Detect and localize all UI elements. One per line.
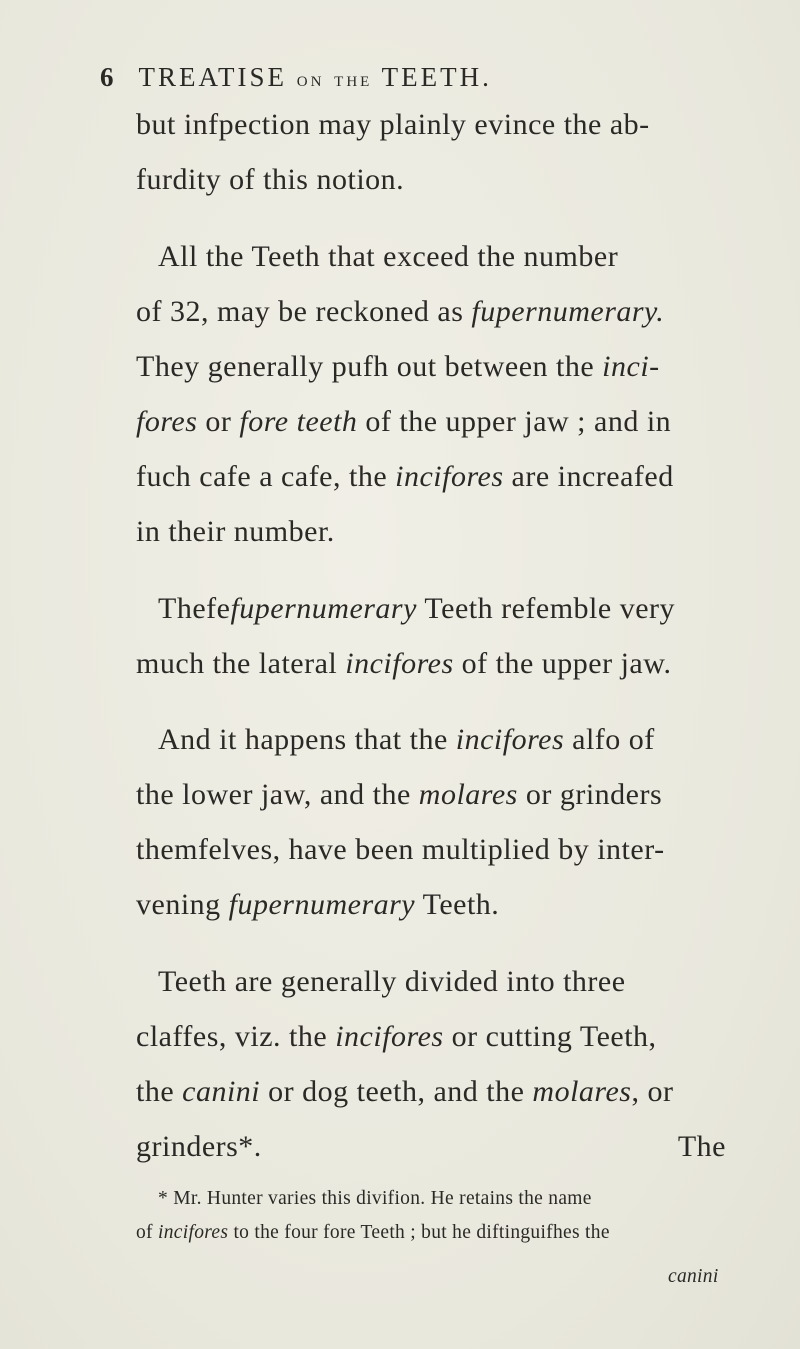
- paragraph-start-line: Thefefupernumerary Teeth refemble very: [158, 592, 676, 625]
- catchword: canini: [668, 1266, 719, 1287]
- text-line: but infpection may plainly evince the ab-: [136, 108, 650, 141]
- text-line: fores or fore teeth of the upper jaw ; and in: [136, 405, 672, 438]
- text-line: of 32, may be reckoned as fupernumerary.: [136, 295, 665, 328]
- text-line: vening fupernumerary Teeth.: [136, 888, 500, 921]
- header-the: THE: [334, 74, 373, 90]
- text-line-end: The: [677, 1130, 726, 1163]
- paragraph-start-line: Teeth are generally divided into three: [158, 965, 626, 998]
- text-line: They generally pufh out between the inci-: [136, 350, 660, 383]
- text-line: themfelves, have been multiplied by inter-: [136, 833, 665, 866]
- header-title-treatise: TREATISE: [138, 62, 287, 92]
- text-line: fuch cafe a cafe, the incifores are increafed: [136, 460, 674, 493]
- text-line: the canini or dog teeth, and the molares, or: [136, 1075, 674, 1108]
- running-header: [100, 62, 740, 93]
- paragraph-start-line: All the Teeth that exceed the number: [158, 240, 619, 273]
- text-line: claffes, viz. the incifores or cutting Teeth,: [136, 1020, 657, 1053]
- paragraph-start-line: And it happens that the incifores alfo of: [158, 723, 655, 756]
- header-on: ON: [296, 74, 325, 90]
- text-line: grinders*.: [136, 1130, 262, 1163]
- text-line: the lower jaw, and the molares or grinders: [136, 778, 663, 811]
- text-line: much the lateral incifores of the upper jaw.: [136, 647, 672, 680]
- header-title-teeth: TEETH.: [381, 62, 492, 92]
- text-line: in their number.: [136, 515, 335, 548]
- page-number: 6: [100, 62, 117, 92]
- footnote-line: * Mr. Hunter varies this divifion. He retains the name: [158, 1188, 592, 1209]
- footnote-line: of incifores to the four fore Teeth ; but he diftinguifhes the: [136, 1222, 610, 1243]
- text-line: furdity of this notion.: [136, 163, 405, 196]
